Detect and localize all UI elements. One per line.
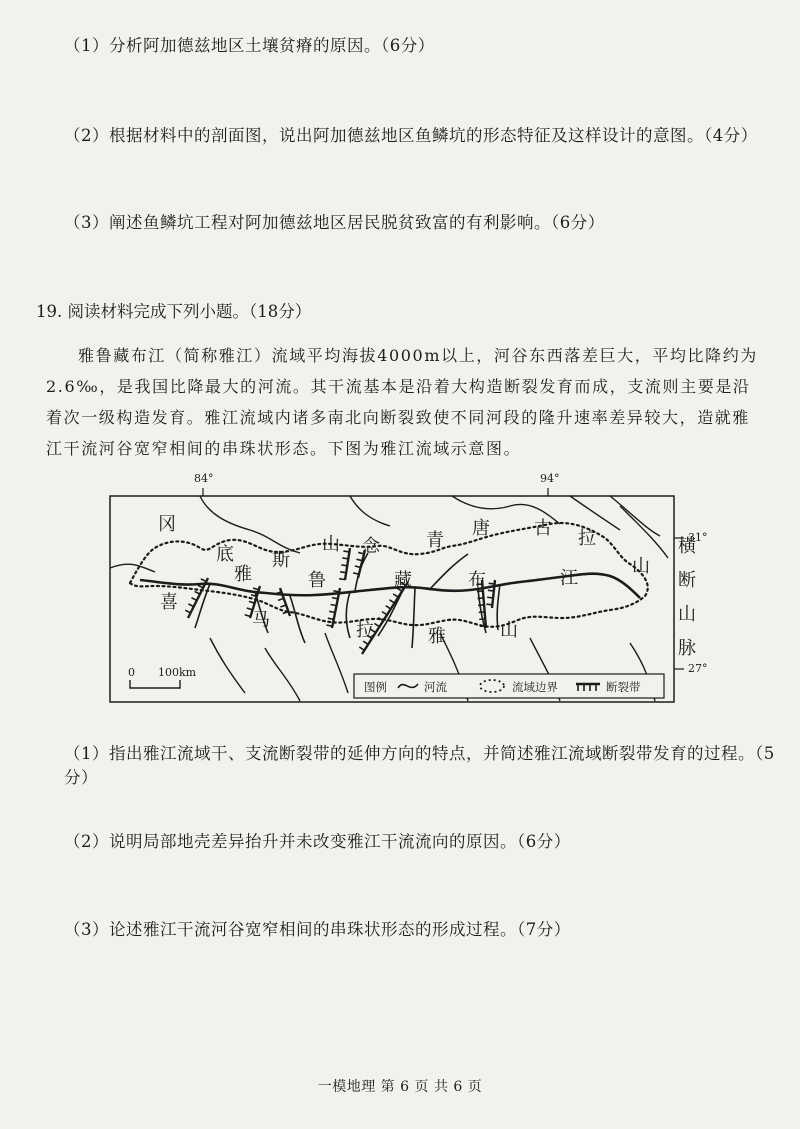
label-mai: 脉 <box>678 638 696 659</box>
label-ya-himalaya: 雅 <box>428 626 446 647</box>
label-lu: 鲁 <box>308 570 326 591</box>
fault-tick <box>343 551 349 552</box>
label-di: 底 <box>216 544 234 565</box>
label-nian: 念 <box>362 536 380 557</box>
question-19-3: （3）论述雅江干流河谷宽窄相间的串珠状形态的形成过程。（7分） <box>64 920 571 939</box>
question-3: （3）阐述鱼鳞坑工程对阿加德兹地区居民脱贫致富的有利影响。（6分） <box>64 213 605 232</box>
fault-tick <box>389 600 394 603</box>
fault-tick <box>188 604 193 607</box>
label-duan: 断 <box>678 570 696 591</box>
fault-tick <box>393 594 398 597</box>
legend-river: 河流 <box>424 680 447 694</box>
scale-zero: 0 <box>128 666 135 679</box>
scale-distance: 100km <box>158 666 197 679</box>
label-hengduan-shan: 山 <box>678 604 696 625</box>
question-1: （1）分析阿加德兹地区土壤贫瘠的原因。（6分） <box>64 36 435 55</box>
fault-tick <box>201 579 206 582</box>
fault-tick <box>198 585 203 588</box>
fault-tick <box>489 583 495 584</box>
fault-tick <box>374 623 379 626</box>
yarlung-basin-map <box>100 468 720 708</box>
legend-fault: 断裂带 <box>606 680 641 694</box>
label-qing: 青 <box>426 530 444 551</box>
label-heng: 横 <box>678 536 696 557</box>
fault-tick <box>342 558 348 559</box>
fault-tick <box>339 579 345 580</box>
lon-94-label: 94° <box>540 472 560 485</box>
fault-tick <box>278 598 284 600</box>
label-bu: 布 <box>468 570 486 591</box>
label-si: 斯 <box>272 550 290 571</box>
fault-tick <box>488 590 494 591</box>
label-gangdise-shan: 山 <box>322 534 340 555</box>
map-legend <box>354 674 664 698</box>
label-gang: 冈 <box>158 514 176 535</box>
legend-title: 图例 <box>364 680 387 694</box>
label-nianqing-shan: 山 <box>632 556 650 577</box>
fault-tick <box>253 588 259 590</box>
fault-belt <box>362 582 408 654</box>
fault-tick <box>487 597 493 598</box>
scale-bar <box>128 666 197 688</box>
fault-belt <box>345 548 350 580</box>
legend-boundary: 流域边界 <box>512 680 558 694</box>
lon-84-label: 84° <box>194 472 214 485</box>
label-zang: 藏 <box>394 570 412 591</box>
label-la-nianqing: 拉 <box>578 528 596 549</box>
label-la-himalaya: 拉 <box>356 620 374 641</box>
label-tang: 唐 <box>472 518 490 539</box>
fault-tick <box>363 641 368 644</box>
question-19-2: （2）说明局部地壳差异抬升并未改变雅江干流流向的原因。（6分） <box>64 832 571 851</box>
fault-ticks <box>185 551 494 650</box>
label-himalaya-shan: 山 <box>500 620 518 641</box>
label-ya: 雅 <box>234 564 252 585</box>
label-ma: 马 <box>252 610 270 631</box>
fault-tick <box>382 612 387 615</box>
question-19-1: （1）指出雅江流域干、支流断裂带的延伸方向的特点，并简述雅江流域断裂带发育的过程。（5分） <box>64 744 775 787</box>
fault-tick <box>340 572 346 573</box>
question-19-title: 19. 阅读材料完成下列小题。（18分） <box>36 302 312 321</box>
fault-tick <box>486 604 492 605</box>
fault-tick <box>195 591 200 594</box>
label-xi: 喜 <box>160 592 178 613</box>
label-gu: 古 <box>534 518 552 539</box>
fault-tick <box>245 615 251 617</box>
fault-tick <box>249 601 255 603</box>
fault-tick <box>185 610 190 613</box>
label-jiang: 江 <box>560 568 578 589</box>
fault-tick <box>359 647 364 650</box>
lat-31-label: 31° <box>688 531 708 544</box>
material-paragraph: 雅鲁藏布江（简称雅江）流域平均海拔4000m以上，河谷东西落差巨大，平均比降约为2.6‰，是我国比降最大的河流。其干流基本是沿着大构造断裂发育而成，支流则主要是沿着次一级构造发育。雅江流域内诸多南北向断裂致使不同河段的隆升速率差异较大，造就雅江干流河谷宽窄相间的串珠状形态。下图为雅江流域示意图。 <box>46 346 758 458</box>
question-2: （2）根据材料中的剖面图，说出阿加德兹地区鱼鳞坑的形态特征及这样设计的意图。（4分） <box>64 126 758 145</box>
fault-tick <box>283 612 289 614</box>
fault-tick <box>280 605 286 607</box>
lat-27-label: 27° <box>688 662 708 675</box>
page-footer: 一模地理 第 6 页 共 6 页 <box>317 1079 483 1095</box>
fault-tick <box>191 598 196 601</box>
fault-tick <box>341 565 347 566</box>
fault-tick <box>386 606 391 609</box>
